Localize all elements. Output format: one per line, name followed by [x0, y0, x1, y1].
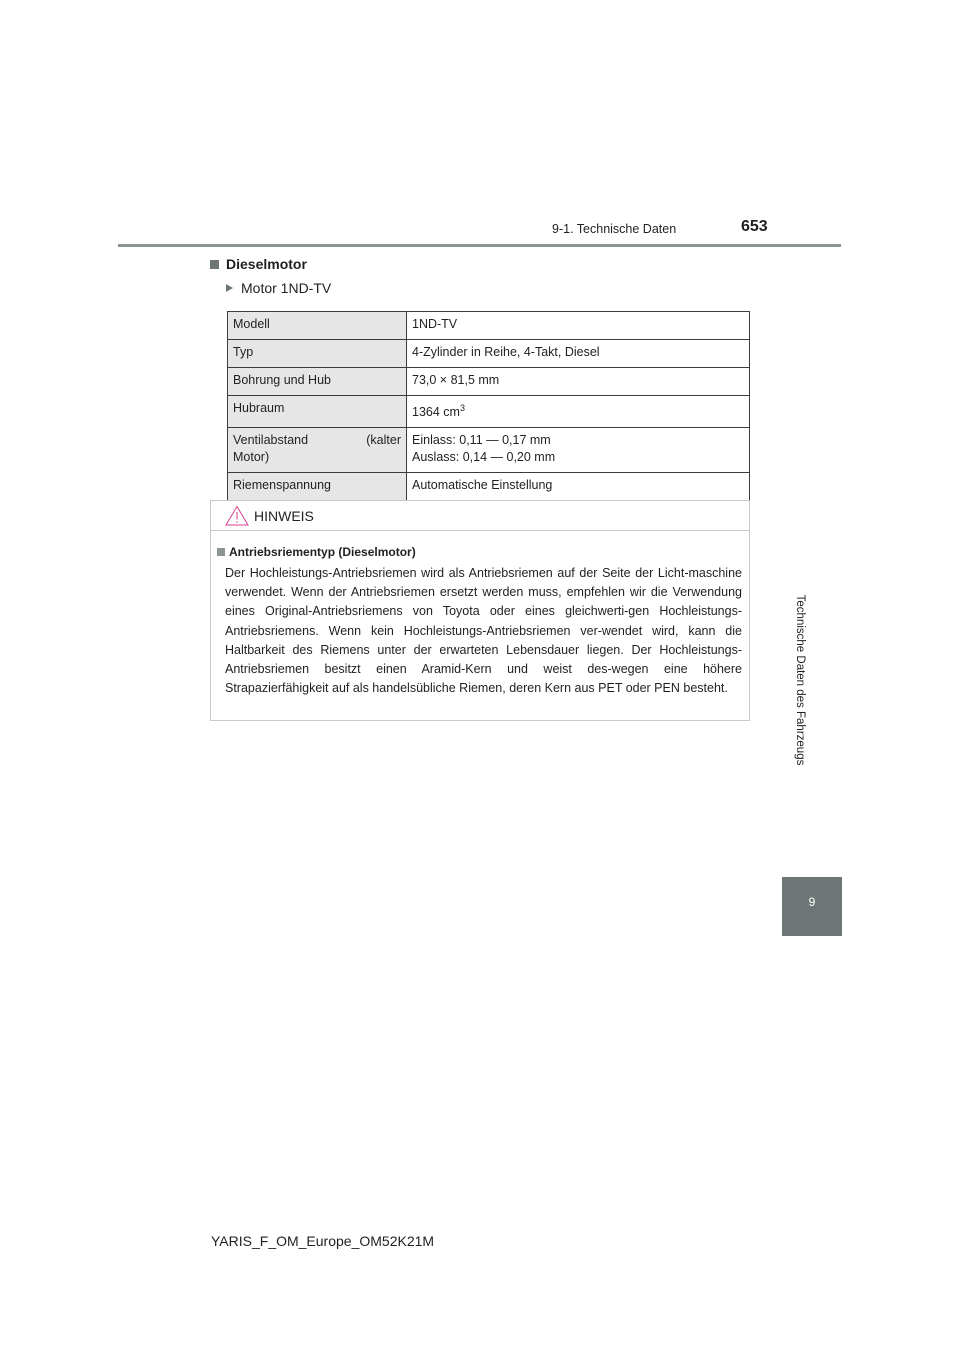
note-body-text: Der Hochleistungs-Antriebsriemen wird als Antriebsriemen auf der Seite der Licht-maschine verwendet. Wenn der Antriebsriemen ersetzt werden muss, empfehlen wir die Verwendung eines Original-Antriebsriemens von Toyota oder eines gleichwerti-gen Hochleistungs-Antriebsriemens. Wenn kein Hochleistungs-Antriebsriemen ver-wendet wird, kann die Haltbarkeit des Riemens unter der erwarteten Lebensdauer liegen. Der Hochleistungs-Antriebsriemen besitzt einen Aramid-Kern und weist des-wegen eine höhere Strapazierfähigkeit auf als handelsübliche Riemen, deren Kern aus PET oder PEN besteht. [225, 566, 742, 696]
table-label-cell: Hubraum [228, 396, 407, 428]
table-row [228, 340, 750, 368]
table-label-cell: Riemenspannung [228, 473, 407, 501]
table-label-cell: Modell [228, 312, 407, 340]
table-value-cell: 73,0 × 81,5 mm [407, 368, 750, 396]
header-divider [118, 244, 841, 247]
table-value-cell: Automatische Einstellung [407, 473, 750, 501]
square-bullet-icon [217, 548, 225, 556]
chapter-number: 9 [808, 895, 816, 909]
header-section-title: 9-1. Technische Daten [552, 222, 677, 236]
note-box [210, 500, 750, 721]
section-heading-text: Dieselmotor [226, 256, 307, 272]
engine-spec-table [227, 311, 750, 501]
footer-document-id: YARIS_F_OM_Europe_OM52K21M [211, 1233, 435, 1249]
section-heading [210, 256, 307, 272]
table-row [228, 428, 750, 473]
note-header [211, 501, 749, 531]
intake-clearance: Einlass: 0,11 — 0,17 mm [412, 433, 551, 448]
page-number: 653 [741, 218, 768, 235]
superscript-cubic: 3 [459, 403, 465, 413]
warning-triangle-icon [225, 505, 249, 531]
table-label-cell [228, 428, 407, 473]
chapter-tab [782, 877, 842, 936]
valve-clearance-label-part2: (kalter [366, 433, 401, 448]
table-row [228, 312, 750, 340]
note-title: HINWEIS [254, 508, 314, 524]
table-label-cell: Typ [228, 340, 407, 368]
sub-heading-text: Motor 1ND-TV [241, 280, 332, 296]
table-row [228, 368, 750, 396]
sub-heading [226, 280, 331, 296]
triangle-bullet-icon [226, 284, 233, 292]
table-value-cell [407, 396, 750, 428]
valve-clearance-label-part1: Ventilabstand [233, 433, 309, 448]
table-row [228, 396, 750, 428]
valve-clearance-label-part3: Motor) [233, 450, 270, 465]
note-subheading [217, 545, 416, 559]
note-subheading-text: Antriebsriementyp (Dieselmotor) [229, 545, 416, 559]
table-label-cell: Bohrung und Hub [228, 368, 407, 396]
square-bullet-icon [210, 260, 219, 269]
table-value-cell: 4-Zylinder in Reihe, 4-Takt, Diesel [407, 340, 750, 368]
side-tab-label-text: Technische Daten des Fahrzeugs [794, 594, 806, 766]
table-value-cell [407, 428, 750, 473]
displacement-value: 1364 cm [412, 405, 460, 420]
exhaust-clearance: Auslass: 0,14 — 0,20 mm [412, 450, 556, 465]
table-value-cell: 1ND-TV [407, 312, 750, 340]
table-row [228, 473, 750, 501]
